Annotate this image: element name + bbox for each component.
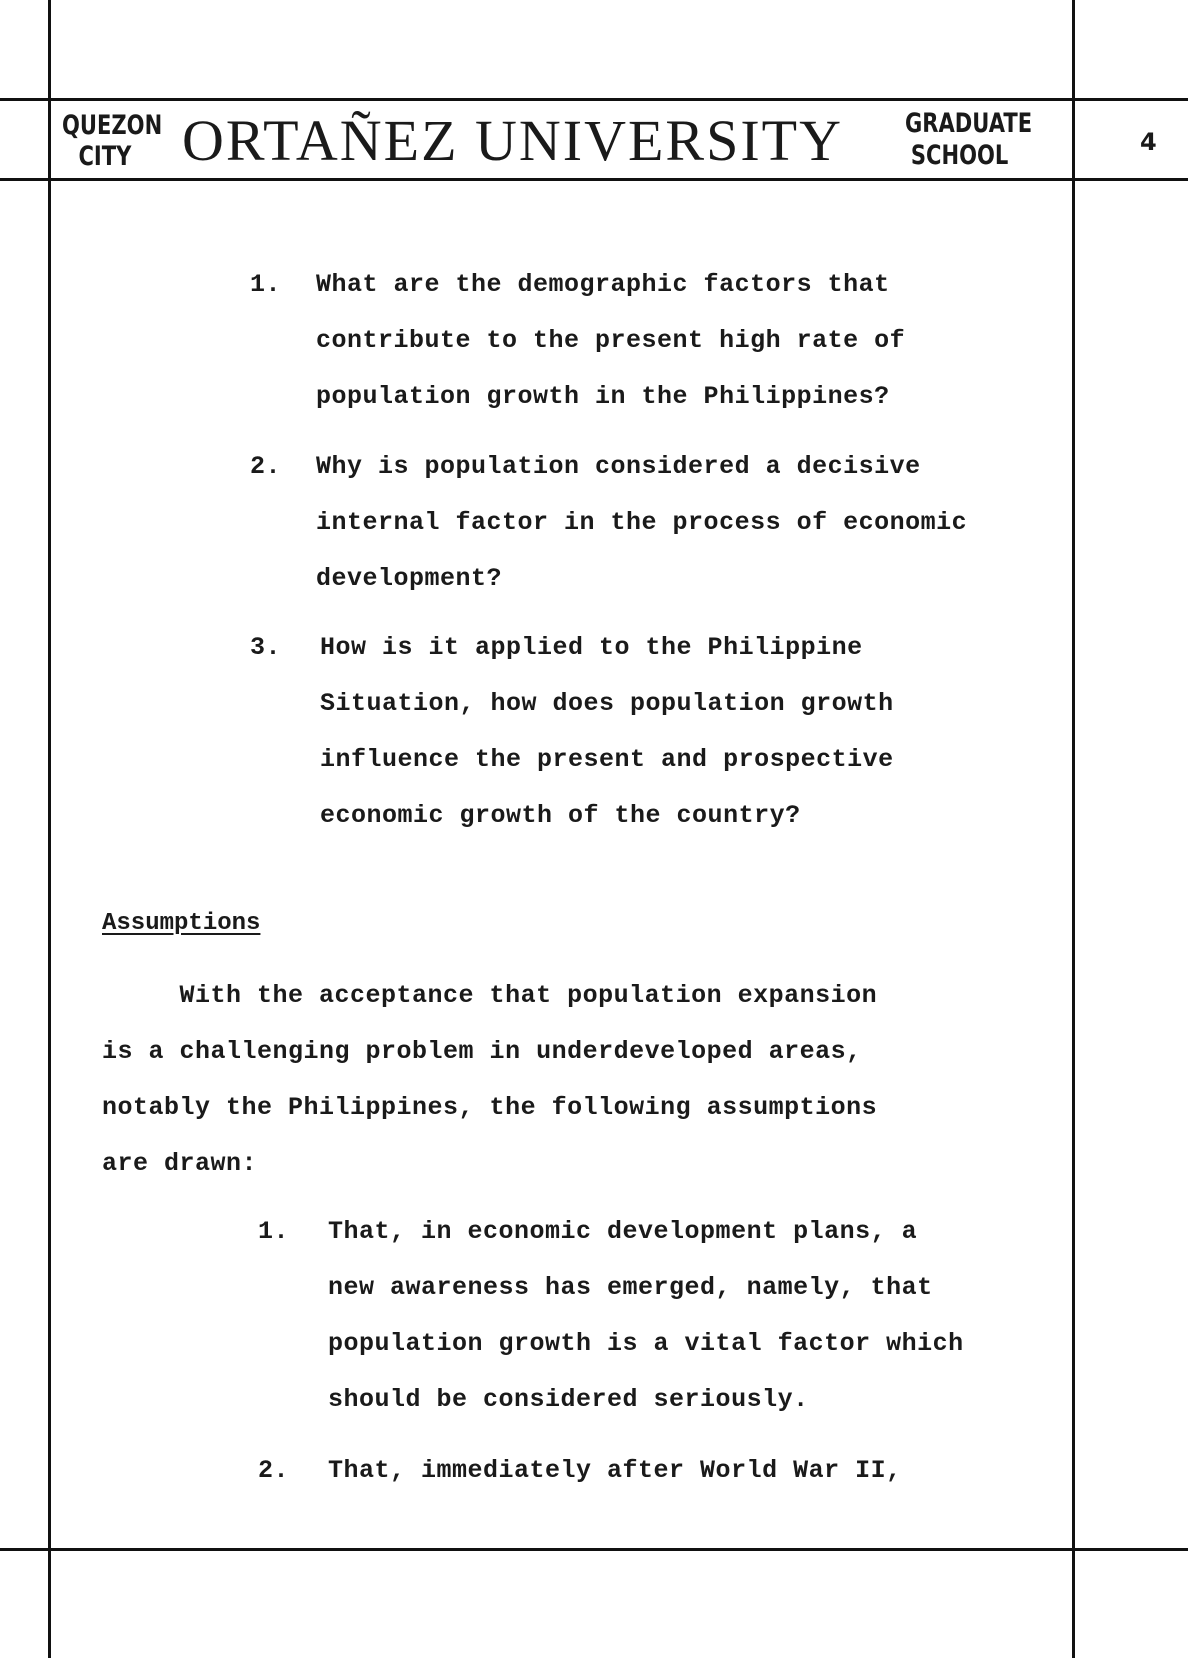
header-school-line2: SCHOOL	[910, 140, 1009, 171]
question-text: What are the demographic factors that contribute to the present high rate of population growth in the Philippines?	[316, 270, 906, 411]
left-margin-rule	[48, 0, 51, 1658]
question-text: Why is population considered a decisive internal factor in the process of economic development?	[316, 452, 968, 593]
assumption-number: 1.	[258, 1217, 290, 1246]
question-text: How is it applied to the Philippine Situation, how does population growth influence the present and prospective economic growth of the country?	[320, 633, 894, 830]
assumption-number: 2.	[258, 1456, 290, 1485]
footer-rule	[0, 1548, 1188, 1551]
question-number: 1.	[250, 270, 282, 299]
question-number: 3.	[250, 633, 282, 662]
header-top-rule	[0, 98, 1188, 101]
header-school-line1: GRADUATE	[905, 108, 1033, 139]
assumptions-intro: With the acceptance that population expansion is a challenging problem in underdeveloped areas, notably the Philippines, the following assumptions are drawn:	[102, 981, 878, 1178]
university-title: ORTAÑEZ UNIVERSITY	[182, 108, 843, 173]
assumptions-heading: Assumptions	[102, 910, 261, 937]
question-number: 2.	[250, 452, 282, 481]
header-school	[905, 108, 1033, 172]
header-location-line1: QUEZON	[62, 110, 163, 141]
header-location	[62, 110, 163, 172]
header-location-line2: CITY	[78, 141, 132, 172]
header-bottom-rule	[0, 178, 1188, 181]
assumption-text: That, immediately after World War II,	[328, 1456, 902, 1485]
page-number: 4	[1140, 128, 1157, 156]
assumption-text: That, in economic development plans, a new awareness has emerged, namely, that population growth is a vital factor which should be considered seriously.	[328, 1217, 964, 1414]
right-margin-rule	[1072, 0, 1075, 1658]
